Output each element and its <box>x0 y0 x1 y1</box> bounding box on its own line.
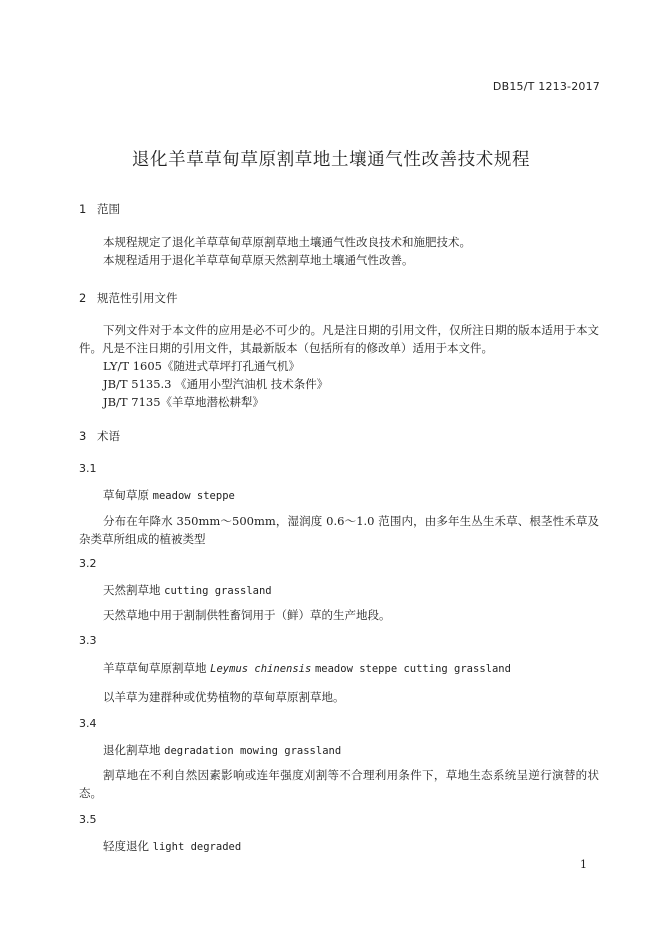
term-name-cn: 草甸草原 <box>103 488 149 502</box>
term-name-cn: 退化割草地 <box>103 743 161 757</box>
standard-number: DB15/T 1213-2017 <box>492 80 600 93</box>
term-number: 3.3 <box>79 634 97 647</box>
term-name-cn: 轻度退化 <box>103 839 149 853</box>
term-number: 3.2 <box>79 557 97 570</box>
term-name <box>103 487 235 503</box>
section-title: 术语 <box>97 429 120 443</box>
section-heading-2 <box>79 290 178 306</box>
section-heading-1 <box>79 201 120 217</box>
term-name <box>103 838 241 854</box>
section-number: 2 <box>79 291 87 305</box>
term-definition: 分布在年降水 350mm～500mm，湿润度 0.6～1.0 范围内，由多年生丛生禾草、根茎性禾草及杂类草所组成的植被类型 <box>79 514 599 546</box>
term-name-latin: Leymus chinensis <box>210 663 312 675</box>
term-name-en: meadow steppe cutting grassland <box>314 663 511 675</box>
term-name <box>103 742 341 758</box>
term-name <box>103 660 511 676</box>
page-number: 1 <box>580 858 587 871</box>
reference-item: LY/T 1605《随进式草坪打孔通气机》 <box>103 359 300 373</box>
term-definition: 割草地在不利自然因素影响或连年强度刈割等不合理利用条件下，草地生态系统呈逆行演替的状态。 <box>79 768 599 800</box>
term-number: 3.1 <box>79 462 97 475</box>
term-definition: 天然草地中用于割制供牲畜饲用于（鲜）草的生产地段。 <box>103 608 391 622</box>
section-heading-3 <box>79 428 120 444</box>
document-title: 退化羊草草甸草原割草地土壤通气性改善技术规程 <box>131 150 531 170</box>
term-number: 3.5 <box>79 813 97 826</box>
term-name-cn: 羊草草甸草原割草地 <box>103 661 207 675</box>
term-name-en: light degraded <box>152 841 242 853</box>
reference-item: JB/T 7135《羊草地潜松耕犁》 <box>103 395 265 409</box>
term-name-en: cutting grassland <box>164 585 272 597</box>
paragraph: 本规程适用于退化羊草草甸草原天然割草地土壤通气性改善。 <box>103 253 414 267</box>
term-name-cn: 天然割草地 <box>103 583 161 597</box>
section-number: 3 <box>79 429 87 443</box>
section-title: 规范性引用文件 <box>97 291 178 305</box>
term-name <box>103 582 272 598</box>
paragraph: 本规程规定了退化羊草草甸草原割草地土壤通气性改良技术和施肥技术。 <box>103 235 471 249</box>
section-number: 1 <box>79 202 87 216</box>
term-definition: 以羊草为建群种或优势植物的草甸草原割草地。 <box>103 690 345 704</box>
section-title: 范围 <box>97 202 120 216</box>
term-name-en: meadow steppe <box>152 490 235 502</box>
paragraph: 下列文件对于本文件的应用是必不可少的。凡是注日期的引用文件，仅所注日期的版本适用于本文件。凡是不注日期的引用文件，其最新版本（包括所有的修改单）适用于本文件。 <box>79 323 599 355</box>
reference-item: JB/T 5135.3 《通用小型汽油机 技术条件》 <box>103 377 329 391</box>
term-name-en: degradation mowing grassland <box>164 745 342 757</box>
term-number: 3.4 <box>79 717 97 730</box>
